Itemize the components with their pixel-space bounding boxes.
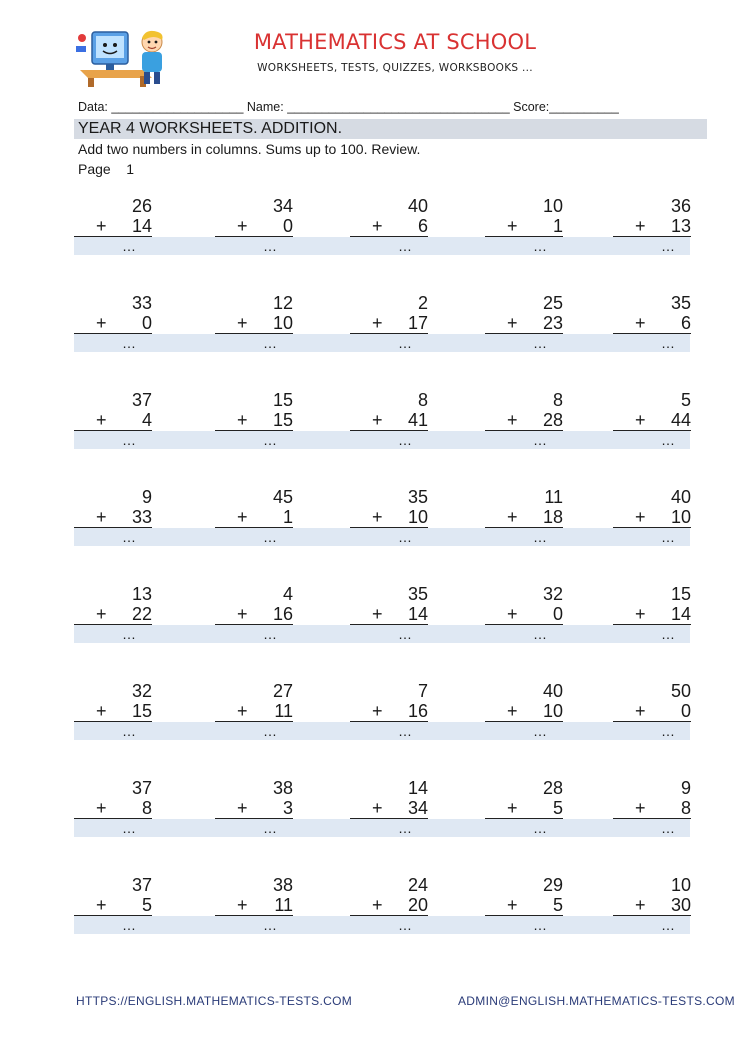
- addition-problem: [485, 778, 563, 840]
- sum-line: [485, 818, 563, 819]
- answer-blank[interactable]: …: [533, 529, 547, 545]
- addition-problem: [613, 390, 691, 452]
- plus-sign: +: [507, 507, 518, 527]
- footer-website[interactable]: HTTPS://ENGLISH.MATHEMATICS-TESTS.COM: [76, 994, 353, 1008]
- addition-problem: [485, 196, 563, 258]
- plus-sign: +: [372, 895, 383, 915]
- worksheet-title: YEAR 4 WORKSHEETS. ADDITION.: [78, 120, 343, 137]
- answer-blank[interactable]: …: [398, 529, 412, 545]
- sum-line: [350, 624, 428, 625]
- sum-line: [613, 527, 691, 528]
- sum-line: [613, 333, 691, 334]
- answer-blank[interactable]: …: [533, 432, 547, 448]
- second-addend: 0: [680, 701, 691, 721]
- addition-problem: [350, 390, 428, 452]
- plus-sign: +: [372, 410, 383, 430]
- addition-problem: [350, 293, 428, 355]
- sum-line: [215, 333, 293, 334]
- answer-blank[interactable]: …: [398, 432, 412, 448]
- second-addend: 11: [274, 701, 293, 721]
- second-addend: 34: [407, 798, 428, 818]
- first-addend: 35: [670, 293, 691, 313]
- first-addend: 8: [552, 390, 563, 410]
- addition-problem: [613, 778, 691, 840]
- page-number: Page 1: [78, 161, 135, 177]
- sum-line: [485, 915, 563, 916]
- second-addend: 10: [670, 507, 691, 527]
- answer-blank[interactable]: …: [398, 820, 412, 836]
- addition-problem: [613, 681, 691, 743]
- site-subtitle: WORKSHEETS, TESTS, QUIZZES, WORKSBOOKS ...: [257, 62, 533, 74]
- answer-blank[interactable]: …: [533, 820, 547, 836]
- plus-sign: +: [635, 895, 646, 915]
- first-addend: 12: [272, 293, 293, 313]
- first-addend: 40: [407, 196, 428, 216]
- answer-blank[interactable]: …: [122, 335, 136, 351]
- first-addend: 32: [131, 681, 152, 701]
- second-addend: 20: [407, 895, 428, 915]
- sum-line: [74, 333, 152, 334]
- plus-sign: +: [507, 313, 518, 333]
- sum-line: [350, 430, 428, 431]
- first-addend: 4: [282, 584, 293, 604]
- second-addend: 8: [680, 798, 691, 818]
- second-addend: 0: [141, 313, 152, 333]
- sum-line: [485, 236, 563, 237]
- answer-blank[interactable]: …: [661, 723, 675, 739]
- sum-line: [215, 236, 293, 237]
- plus-sign: +: [507, 701, 518, 721]
- addition-problem: [613, 487, 691, 549]
- second-addend: 14: [131, 216, 152, 236]
- second-addend: 14: [407, 604, 428, 624]
- first-addend: 28: [542, 778, 563, 798]
- answer-blank[interactable]: …: [398, 917, 412, 933]
- first-addend: 10: [542, 196, 563, 216]
- second-addend: 41: [407, 410, 428, 430]
- addition-problem: [613, 875, 691, 937]
- first-addend: 35: [407, 584, 428, 604]
- sum-line: [485, 333, 563, 334]
- second-addend: 1: [282, 507, 293, 527]
- answer-blank[interactable]: …: [263, 820, 277, 836]
- sum-line: [350, 915, 428, 916]
- answer-blank[interactable]: …: [661, 529, 675, 545]
- addition-problem: [74, 293, 152, 355]
- addition-problem: [613, 293, 691, 355]
- sum-line: [215, 527, 293, 528]
- sum-line: [350, 818, 428, 819]
- sum-line: [74, 430, 152, 431]
- first-addend: 10: [670, 875, 691, 895]
- second-addend: 13: [670, 216, 691, 236]
- worksheet-banner: [74, 119, 707, 139]
- sum-line: [215, 721, 293, 722]
- second-addend: 44: [670, 410, 691, 430]
- addition-problem: [215, 681, 293, 743]
- first-addend: 5: [680, 390, 691, 410]
- addition-problem: [74, 487, 152, 549]
- answer-blank[interactable]: …: [533, 626, 547, 642]
- addition-problem: [485, 681, 563, 743]
- sum-line: [74, 818, 152, 819]
- answer-blank[interactable]: …: [533, 335, 547, 351]
- addition-problem: [215, 875, 293, 937]
- sum-line: [485, 527, 563, 528]
- first-addend: 36: [670, 196, 691, 216]
- answer-blank[interactable]: …: [263, 626, 277, 642]
- first-addend: 50: [670, 681, 691, 701]
- addition-problem: [74, 196, 152, 258]
- problem-grid: [74, 196, 690, 956]
- sum-line: [74, 721, 152, 722]
- addition-problem: [215, 293, 293, 355]
- sum-line: [485, 721, 563, 722]
- first-addend: 15: [272, 390, 293, 410]
- answer-blank[interactable]: …: [661, 820, 675, 836]
- answer-blank[interactable]: …: [661, 335, 675, 351]
- addition-problem: [350, 584, 428, 646]
- first-addend: 32: [542, 584, 563, 604]
- plus-sign: +: [372, 507, 383, 527]
- first-addend: 25: [542, 293, 563, 313]
- answer-blank[interactable]: …: [263, 723, 277, 739]
- plus-sign: +: [96, 701, 107, 721]
- plus-sign: +: [635, 313, 646, 333]
- answer-blank[interactable]: …: [263, 432, 277, 448]
- addition-problem: [613, 196, 691, 258]
- addition-problem: [485, 584, 563, 646]
- sum-line: [485, 430, 563, 431]
- first-addend: 9: [141, 487, 152, 507]
- plus-sign: +: [372, 313, 383, 333]
- plus-sign: +: [372, 798, 383, 818]
- sum-line: [74, 915, 152, 916]
- addition-problem: [215, 584, 293, 646]
- first-addend: 26: [131, 196, 152, 216]
- second-addend: 15: [272, 410, 293, 430]
- plus-sign: +: [507, 895, 518, 915]
- second-addend: 8: [141, 798, 152, 818]
- plus-sign: +: [635, 216, 646, 236]
- addition-problem: [74, 681, 152, 743]
- first-addend: 45: [272, 487, 293, 507]
- answer-blank[interactable]: …: [263, 529, 277, 545]
- sum-line: [613, 721, 691, 722]
- plus-sign: +: [96, 604, 107, 624]
- first-addend: 7: [417, 681, 428, 701]
- addition-problem: [485, 293, 563, 355]
- plus-sign: +: [237, 313, 248, 333]
- first-addend: 38: [272, 778, 293, 798]
- addition-problem: [613, 584, 691, 646]
- second-addend: 11: [274, 895, 293, 915]
- plus-sign: +: [96, 216, 107, 236]
- second-addend: 10: [407, 507, 428, 527]
- second-addend: 30: [670, 895, 691, 915]
- first-addend: 35: [407, 487, 428, 507]
- second-addend: 5: [552, 798, 563, 818]
- footer-email[interactable]: ADMIN@ENGLISH.MATHEMATICS-TESTS.COM: [458, 994, 735, 1008]
- first-addend: 24: [407, 875, 428, 895]
- sum-line: [74, 236, 152, 237]
- plus-sign: +: [237, 895, 248, 915]
- first-addend: 9: [680, 778, 691, 798]
- plus-sign: +: [237, 701, 248, 721]
- addition-problem: [350, 196, 428, 258]
- first-addend: 15: [670, 584, 691, 604]
- answer-blank[interactable]: …: [398, 335, 412, 351]
- addition-problem: [74, 875, 152, 937]
- first-addend: 37: [131, 875, 152, 895]
- second-addend: 15: [131, 701, 152, 721]
- plus-sign: +: [507, 410, 518, 430]
- second-addend: 22: [131, 604, 152, 624]
- plus-sign: +: [635, 604, 646, 624]
- plus-sign: +: [635, 798, 646, 818]
- second-addend: 33: [131, 507, 152, 527]
- plus-sign: +: [237, 604, 248, 624]
- first-addend: 13: [131, 584, 152, 604]
- second-addend: 6: [680, 313, 691, 333]
- first-addend: 40: [670, 487, 691, 507]
- plus-sign: +: [372, 216, 383, 236]
- answer-blank[interactable]: …: [122, 238, 136, 254]
- sum-line: [613, 624, 691, 625]
- answer-blank[interactable]: …: [263, 238, 277, 254]
- second-addend: 17: [407, 313, 428, 333]
- sum-line: [350, 721, 428, 722]
- addition-problem: [74, 778, 152, 840]
- addition-problem: [74, 584, 152, 646]
- addition-problem: [215, 196, 293, 258]
- plus-sign: +: [635, 701, 646, 721]
- addition-problem: [74, 390, 152, 452]
- plus-sign: +: [96, 313, 107, 333]
- second-addend: 16: [272, 604, 293, 624]
- answer-blank[interactable]: …: [661, 238, 675, 254]
- addition-problem: [350, 487, 428, 549]
- second-addend: 28: [542, 410, 563, 430]
- answer-blank[interactable]: …: [263, 335, 277, 351]
- addition-problem: [485, 487, 563, 549]
- plus-sign: +: [635, 410, 646, 430]
- plus-sign: +: [372, 604, 383, 624]
- first-addend: 37: [131, 390, 152, 410]
- second-addend: 5: [141, 895, 152, 915]
- second-addend: 5: [552, 895, 563, 915]
- plus-sign: +: [237, 798, 248, 818]
- answer-blank[interactable]: …: [398, 723, 412, 739]
- first-addend: 27: [272, 681, 293, 701]
- sum-line: [350, 236, 428, 237]
- second-addend: 1: [552, 216, 563, 236]
- answer-blank[interactable]: …: [122, 529, 136, 545]
- addition-problem: [350, 875, 428, 937]
- sum-line: [215, 624, 293, 625]
- second-addend: 23: [542, 313, 563, 333]
- plus-sign: +: [507, 798, 518, 818]
- first-addend: 14: [407, 778, 428, 798]
- addition-problem: [485, 875, 563, 937]
- first-addend: 38: [272, 875, 293, 895]
- plus-sign: +: [237, 216, 248, 236]
- student-info-line: Data: ___________________ Name: ________________________________ Score:__________: [78, 100, 619, 114]
- plus-sign: +: [96, 895, 107, 915]
- answer-blank[interactable]: …: [533, 723, 547, 739]
- sum-line: [613, 430, 691, 431]
- second-addend: 10: [542, 701, 563, 721]
- answer-blank[interactable]: …: [122, 432, 136, 448]
- answer-blank[interactable]: …: [122, 820, 136, 836]
- plus-sign: +: [96, 507, 107, 527]
- sum-line: [613, 818, 691, 819]
- logo-icon: [74, 26, 170, 88]
- site-title: MATHEMATICS AT SCHOOL: [253, 30, 537, 54]
- answer-blank[interactable]: …: [661, 917, 675, 933]
- addition-problem: [215, 778, 293, 840]
- second-addend: 10: [272, 313, 293, 333]
- sum-line: [350, 333, 428, 334]
- addition-problem: [215, 390, 293, 452]
- answer-blank[interactable]: …: [398, 238, 412, 254]
- first-addend: 8: [417, 390, 428, 410]
- answer-blank[interactable]: …: [263, 917, 277, 933]
- addition-problem: [350, 778, 428, 840]
- sum-line: [613, 236, 691, 237]
- first-addend: 34: [272, 196, 293, 216]
- second-addend: 18: [542, 507, 563, 527]
- instructions: Add two numbers in columns. Sums up to 100. Review.: [78, 141, 421, 157]
- second-addend: 14: [670, 604, 691, 624]
- first-addend: 29: [542, 875, 563, 895]
- answer-blank[interactable]: …: [661, 432, 675, 448]
- answer-blank[interactable]: …: [398, 626, 412, 642]
- plus-sign: +: [96, 798, 107, 818]
- second-addend: 6: [417, 216, 428, 236]
- addition-problem: [215, 487, 293, 549]
- second-addend: 4: [141, 410, 152, 430]
- plus-sign: +: [96, 410, 107, 430]
- addition-problem: [485, 390, 563, 452]
- plus-sign: +: [237, 507, 248, 527]
- plus-sign: +: [635, 507, 646, 527]
- answer-blank[interactable]: …: [533, 917, 547, 933]
- sum-line: [215, 430, 293, 431]
- addition-problem: [350, 681, 428, 743]
- second-addend: 3: [282, 798, 293, 818]
- first-addend: 33: [131, 293, 152, 313]
- plus-sign: +: [372, 701, 383, 721]
- answer-blank[interactable]: …: [661, 626, 675, 642]
- first-addend: 37: [131, 778, 152, 798]
- sum-line: [613, 915, 691, 916]
- sum-line: [215, 915, 293, 916]
- plus-sign: +: [507, 216, 518, 236]
- sum-line: [215, 818, 293, 819]
- plus-sign: +: [237, 410, 248, 430]
- first-addend: 40: [542, 681, 563, 701]
- plus-sign: +: [507, 604, 518, 624]
- answer-blank[interactable]: …: [122, 723, 136, 739]
- sum-line: [74, 527, 152, 528]
- sum-line: [485, 624, 563, 625]
- answer-blank[interactable]: …: [122, 626, 136, 642]
- sum-line: [74, 624, 152, 625]
- sum-line: [350, 527, 428, 528]
- second-addend: 0: [552, 604, 563, 624]
- first-addend: 2: [417, 293, 428, 313]
- second-addend: 16: [407, 701, 428, 721]
- second-addend: 0: [282, 216, 293, 236]
- answer-blank[interactable]: …: [122, 917, 136, 933]
- answer-blank[interactable]: …: [533, 238, 547, 254]
- first-addend: 11: [544, 487, 563, 507]
